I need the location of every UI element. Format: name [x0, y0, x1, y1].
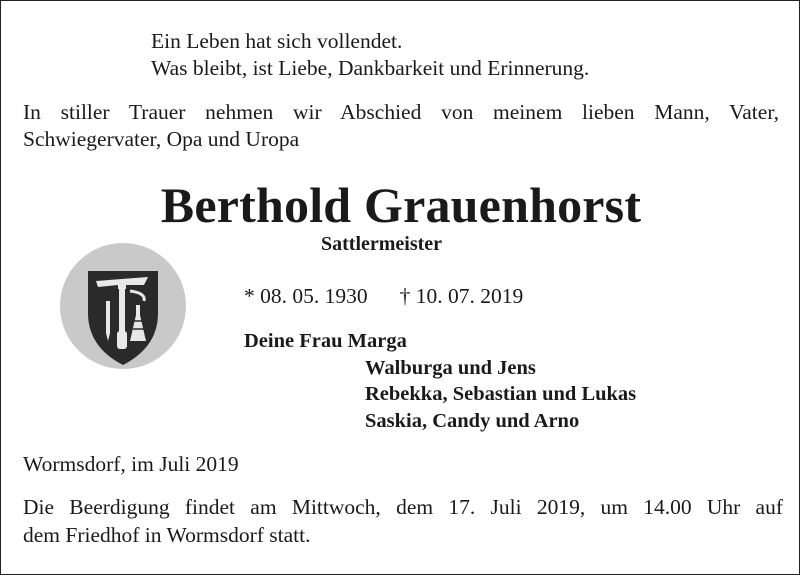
mourner-line: Deine Frau Marga	[244, 330, 407, 352]
sattler-guild-shield-icon	[60, 243, 186, 369]
intro-line-1: In stiller Trauer nehmen wir Abschied von meinem lieben Mann, Vater,	[23, 100, 779, 124]
mourner-line: Walburga und Jens	[365, 356, 536, 379]
funeral-line-1: Die Beerdigung findet am Mittwoch, dem 17. Juli 2019, um 14.00 Uhr auf	[23, 495, 783, 519]
life-dates	[244, 283, 523, 309]
quote-line-1: Ein Leben hat sich vollendet.	[151, 29, 403, 53]
place-date: Wormsdorf, im Juli 2019	[23, 452, 239, 476]
deceased-profession: Sattlermeister	[321, 233, 443, 255]
memorial-quote	[151, 28, 589, 82]
quote-line-2: Was bleibt, ist Liebe, Dankbarkeit und Erinnerung.	[151, 56, 590, 80]
intro-text	[23, 99, 779, 153]
funeral-notice	[23, 493, 783, 549]
intro-line-2: Schwiegervater, Opa und Uropa	[23, 127, 300, 151]
mourner-line: Rebekka, Sebastian und Lukas	[365, 383, 637, 405]
funeral-line-2: dem Friedhof in Wormsdorf statt.	[23, 523, 311, 547]
mourner-line: Saskia, Candy und Arno	[365, 409, 580, 432]
birth-date: * 08. 05. 1930	[244, 284, 368, 308]
death-date: † 10. 07. 2019	[399, 284, 524, 308]
deceased-name: Berthold Grauenhorst	[160, 177, 642, 233]
mourners-list	[244, 328, 636, 434]
